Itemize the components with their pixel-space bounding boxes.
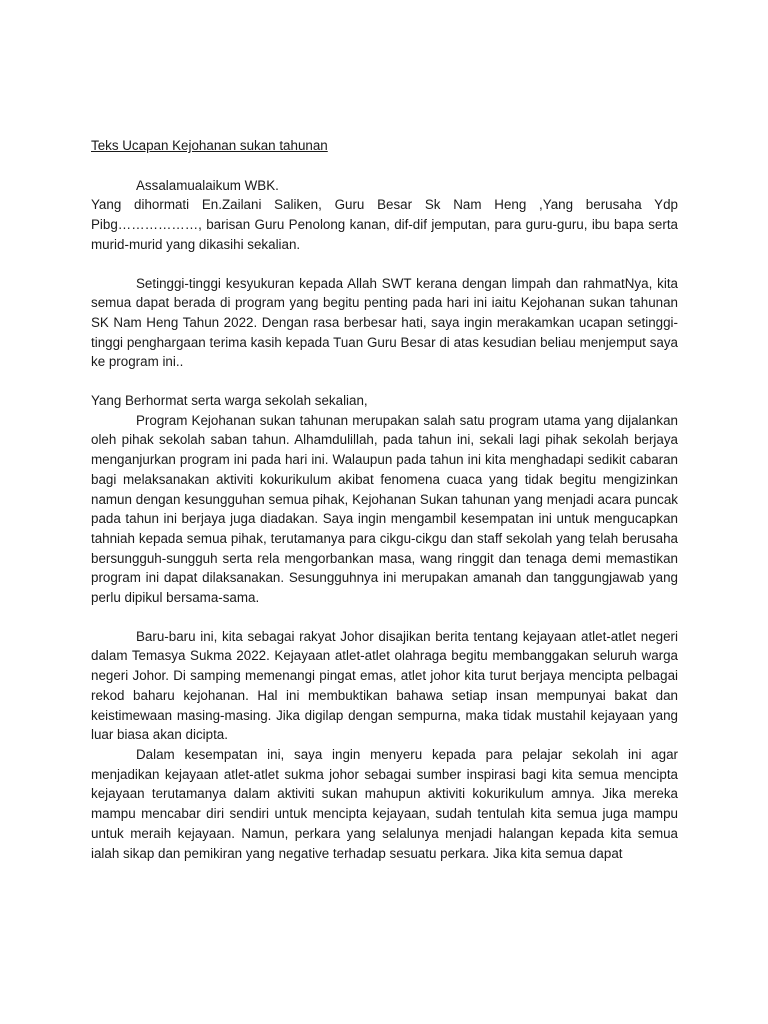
paragraph-program: Program Kejohanan sukan tahunan merupakan salah satu program utama yang dijalankan oleh pihak sekolah saban tahun. Alhamdulillah, pada tahun ini, sekali lagi pihak sekolah berjaya menganjurkan program ini pada hari ini. Walaupun pada tahun ini kita menghadapi sedikit cabaran bagi melaksanakan aktiviti kokurikulum akibat fenomena cuaca yang tidak begitu mengizinkan namun dengan kesungguhan semua pihak, Kejohanan Sukan tahunan yang menjadi acara puncak pada tahun ini berjaya juga diadakan. Saya ingin mengambil kesempatan ini untuk mengucapkan tahniah kepada semua pihak, terutamanya para cikgu-cikgu dan staff sekolah yang telah berusaha bersungguh-sungguh serta rela mengorbankan masa, wang ringgit dan tenaga demi memastikan program ini dapat dilaksanakan. Sesungguhnya ini merupakan amanah dan tanggungjawab yang perlu dipikul bersama-sama. <box>91 412 678 606</box>
document-title: Teks Ucapan Kejohanan sukan tahunan <box>91 138 328 153</box>
paragraph-gratitude: Setinggi-tinggi kesyukuran kepada Allah SWT kerana dengan limpah dan rahmatNya, kita semua dapat berada di program yang begitu penting pada hari ini iaitu Kejohanan sukan tahunan SK Nam Heng Tahun 2022. Dengan rasa berbesar hati, saya ingin merakamkan ucapan setinggi-tinggi penghargaan terima kasih kepada Tuan Guru Besar di atas kesudian beliau menjemput saya ke program ini.. <box>91 275 678 370</box>
address-paragraph: Yang dihormati En.Zailani Saliken, Guru Besar Sk Nam Heng ,Yang berusaha Ydp Pibg………………, barisan Guru Penolong kanan, dif-dif jemputan, para guru-guru, ibu bapa serta murid-murid yang dikasihi sekalian. <box>91 197 678 252</box>
paragraph-inspiration: Dalam kesempatan ini, saya ingin menyeru kepada para pelajar sekolah ini agar menjadikan kejayaan atlet-atlet sukma johor sebagai sumber inspirasi bagi kita semua mencipta kejayaan terutamanya dalam aktiviti sukan mahupun aktiviti kokurikulum amnya. Jika mereka mampu mencabar diri sendiri untuk mencipta kejayaan, sudah tentulah kita semua juga mampu untuk meraih kejayaan. Namun, perkara yang selalunya menjadi halangan kepada kita semua ialah sikap dan pemikiran yang negative terhadap sesuatu perkara. Jika kita semua dapat <box>91 746 678 861</box>
salutation: Yang Berhormat serta warga sekolah sekalian, <box>91 393 368 409</box>
document-body <box>91 136 678 863</box>
paragraph-sukma: Baru-baru ini, kita sebagai rakyat Johor disajikan berita tentang kejayaan atlet-atlet negeri dalam Temasya Sukma 2022. Kejayaan atlet-atlet olahraga begitu membanggakan seluruh warga negeri Johor. Di samping memenangi pingat emas, atlet johor kita turut berjaya mencipta pelbagai rekod baharu kejohanan. Hal ini membuktikan bahawa setiap insan mempunyai bakat dan keistimewaan masing-masing. Jika digilap dengan sempurna, maka tidak mustahil kejayaan yang luar biasa akan dicipta. <box>91 628 678 743</box>
greeting: Assalamualaikum WBK. <box>136 177 279 193</box>
